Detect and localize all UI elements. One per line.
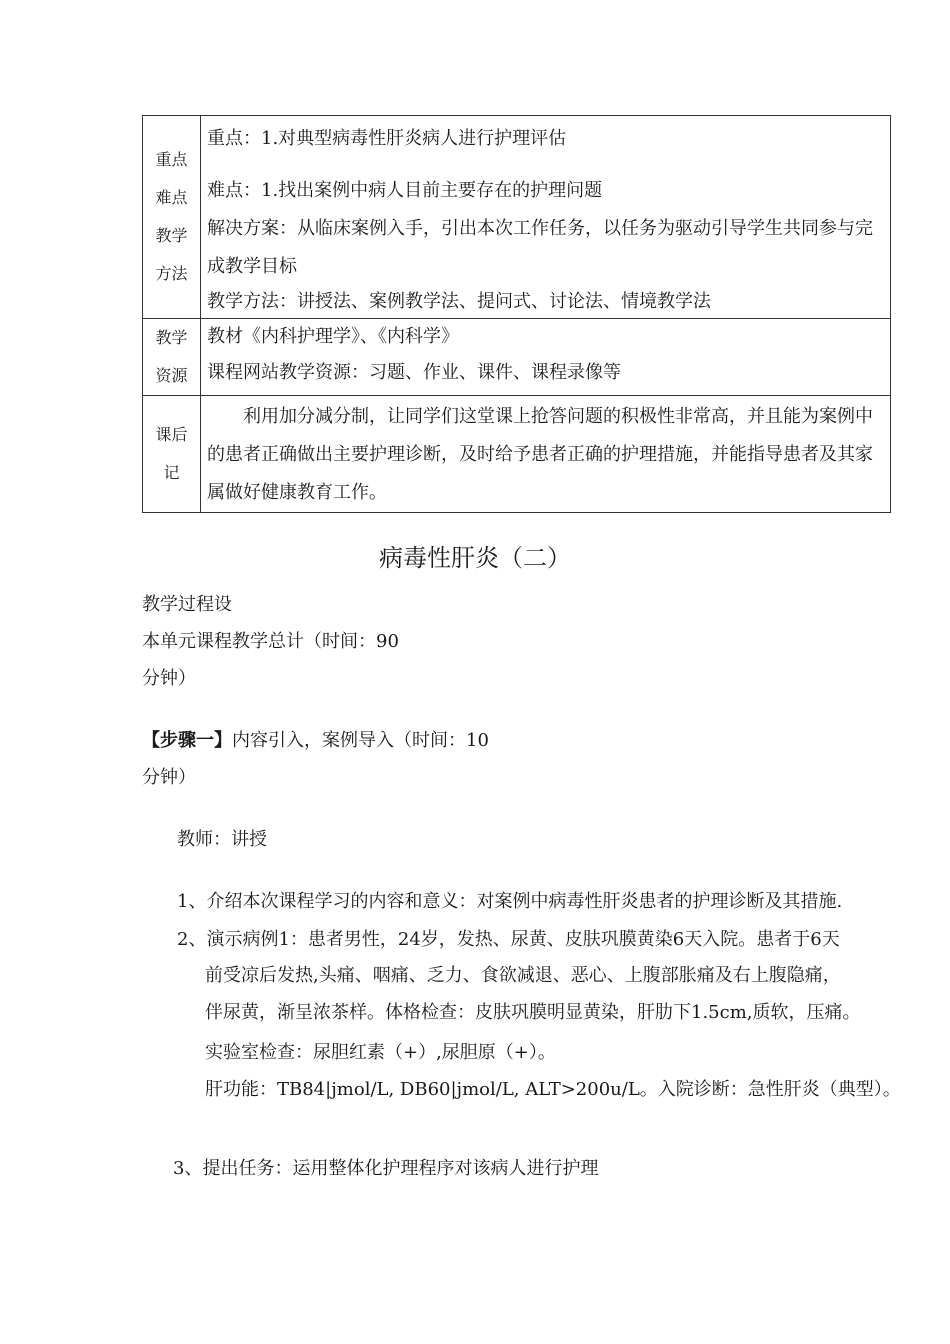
row-label-resources (143, 319, 201, 396)
methods-text: 教学方法：讲授法、案例教学法、提问式、讨论法、情境教学法 (207, 291, 711, 312)
difficulty-text: 难点：1.找出案例中病人目前主要存在的护理问题 (207, 180, 603, 201)
label-line: 课后 (155, 425, 188, 444)
table-row (143, 396, 891, 513)
step1-label: 【步骤一】 (142, 730, 232, 751)
list-item-continuation: 肝功能：TB84|jmol/L, DB60|jmol/L, ALT>200u/L。入院诊断：急性肝炎（典型）。 (205, 1079, 901, 1100)
total-time-line1: 本单元课程教学总计（时间：90 (142, 631, 399, 652)
row-content-postclass (201, 396, 891, 513)
table-row (143, 116, 891, 319)
list-item: 1、介绍本次课程学习的内容和意义：对案例中病毒性肝炎患者的护理诊断及其措施. (177, 891, 843, 912)
list-item-continuation: 前受凉后发热,头痛、咽痛、乏力、食欲减退、恶心、上腹部胀痛及右上腹隐痛， (205, 965, 841, 986)
label-line: 重点 (155, 150, 188, 169)
row-content-resources (201, 319, 891, 396)
row-content-keypoints (201, 116, 891, 319)
step1-title: 内容引入，案例导入（时间：10 (232, 730, 489, 751)
list-item: 2、演示病例1：患者男性，24岁，发热、尿黄、皮肤巩膜黄染6天入院。患者于6天 (177, 929, 840, 950)
section-title: 病毒性肝炎（二） (379, 544, 571, 572)
website-resources-text: 课程网站教学资源：习题、作业、课件、课程录像等 (207, 362, 621, 383)
list-item-continuation: 伴尿黄，渐呈浓茶样。体格检查：皮肤巩膜明显黄染，肝肋下1.5cm,质软，压痛。 (205, 1002, 861, 1023)
label-line: 方法 (155, 264, 188, 283)
step1-title-line2: 分钟） (142, 767, 196, 788)
label-line: 教学 (155, 226, 188, 245)
solution-text: 解决方案：从临床案例入手，引出本次工作任务，以任务为驱动引导学生共同参与完成教学目标 (207, 218, 873, 277)
total-time-line2: 分钟） (142, 668, 196, 689)
step1-heading (142, 726, 489, 752)
lesson-plan-table (142, 115, 891, 513)
textbook-text: 教材《内科护理学》、《内科学》 (207, 326, 459, 347)
key-point-text: 重点：1.对典型病毒性肝炎病人进行护理评估 (207, 128, 567, 149)
process-heading: 教学过程设 (142, 594, 232, 615)
label-line: 难点 (155, 188, 188, 207)
row-label-keypoints (143, 116, 201, 319)
label-line: 资源 (155, 366, 188, 385)
list-item: 3、提出任务：运用整体化护理程序对该病人进行护理 (173, 1158, 599, 1179)
post-class-note: 利用加分减分制，让同学们这堂课上抢答问题的积极性非常高，并且能为案例中的患者正确做出主要护理诊断，及时给予患者正确的护理措施，并能指导患者及其家属做好健康教育工作。 (207, 406, 873, 503)
list-item-continuation: 实验室检查：尿胆红素（+）,尿胆原（+）。 (205, 1042, 556, 1063)
label-line: 记 (163, 463, 180, 482)
row-label-postclass (143, 396, 201, 513)
label-line: 教学 (155, 328, 188, 347)
teacher-role: 教师：讲授 (177, 829, 267, 850)
table-row (143, 319, 891, 396)
